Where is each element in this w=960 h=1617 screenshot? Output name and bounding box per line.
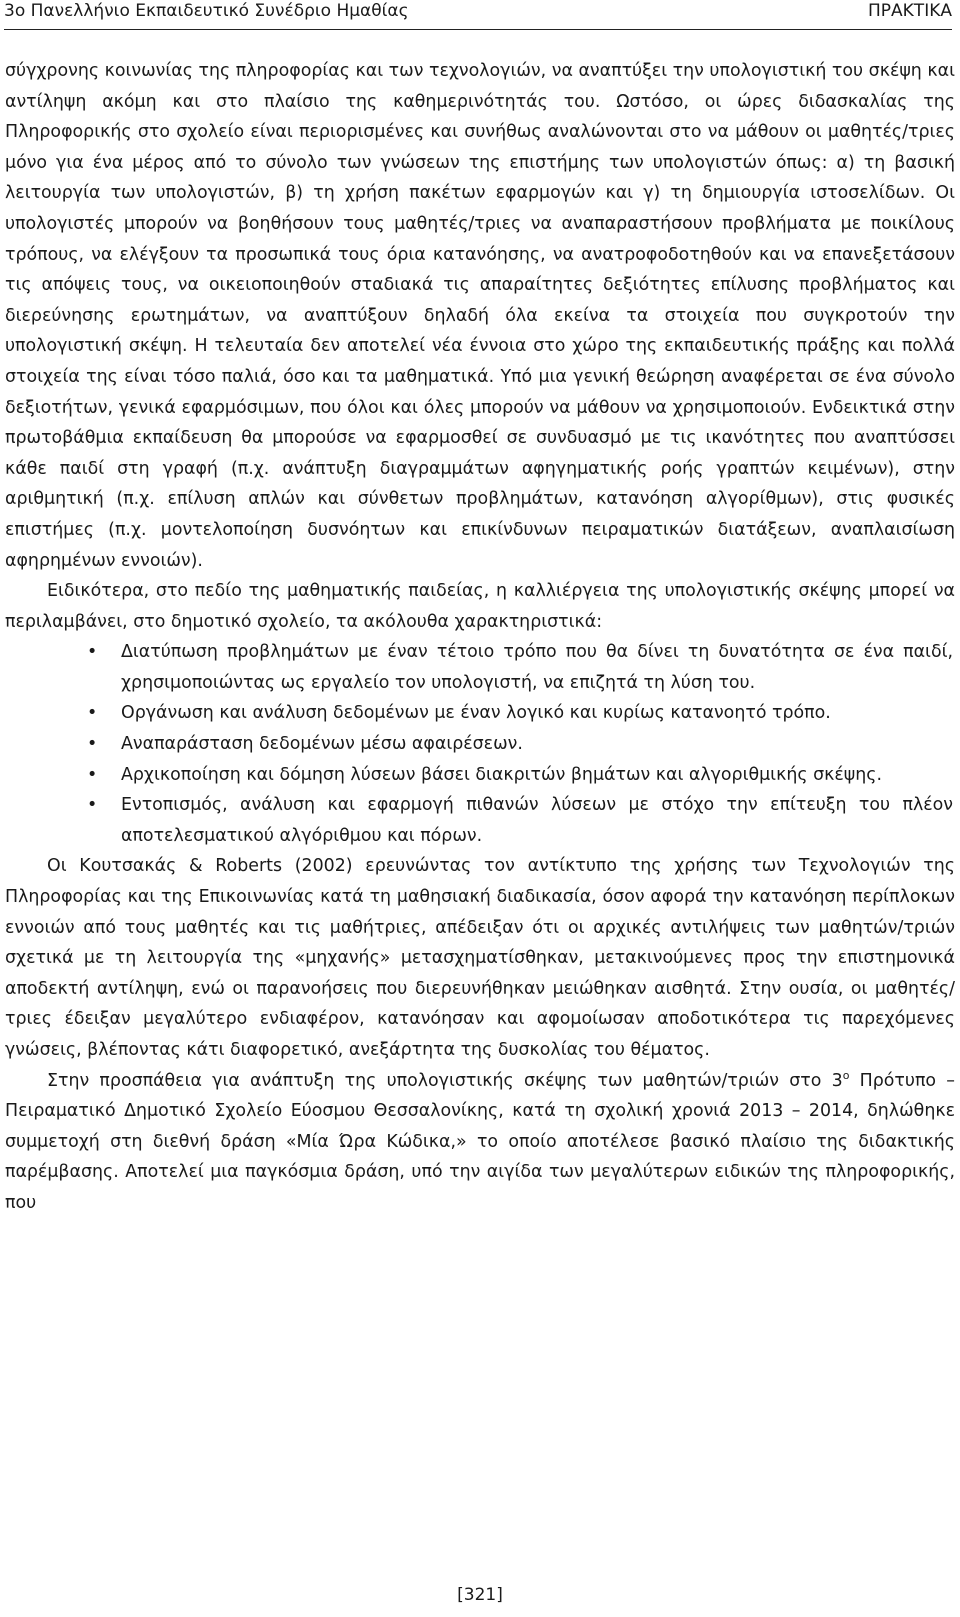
list-item: • Οργάνωση και ανάλυση δεδομένων με έναν λογικό και κυρίως κατανοητό τρόπο. — [121, 698, 953, 729]
paragraph-hour-of-code — [5, 1066, 955, 1219]
conference-title: 3ο Πανελλήνιο Εκπαιδευτικό Συνέδριο Ημαθίας — [4, 1, 409, 21]
paragraph-math-education: Ειδικότερα, στο πεδίο της μαθηματικής παιδείας, η καλλιέργεια της υπολογιστικής σκέψης μπορεί να περιλαμβάνει, στο δημοτικό σχολείο, τα ακόλουθα χαρακτηριστικά: — [5, 581, 955, 632]
paragraph-computational-thinking: σύγχρονης κοινωνίας της πληροφορίας και των τεχνολογιών, να αναπτύξει την υπολογιστική του σκέψη και αντίληψη ακόμη και στο πλαίσιο της καθημερινότητάς του. Ωστόσο, οι ώρες διδασκαλίας της Πληροφορικής στο σχολείο είναι περιορισμένες και συνήθως αναλώνονται στο να μάθουν οι μαθητές/τριες μόνο για ένα μέρος από το σύνολο των γνώσεων της επιστήμης των υπολογιστών όπως: α) τη βασική λειτουργία των υπολογιστών, β) τη χρήση πακέτων εφαρμογών και γ) τη δημιουργία ιστοσελίδων. Οι υπολογιστές μπορούν να βοηθήσουν τους μαθητές/τριες να αναπαραστήσουν προβλήματα με ποικίλους τρόπους, να ελέγξουν τα προσωπικά τους όρια κατανόησης, να ανατροφοδοτηθούν και να επανεξετάσουν τις απόψεις τους, να οικειοποιηθούν σταδιακά τις απαραίτητες δεξιότητες επίλυσης προβλήματος και διερεύνησης ερωτημάτων, να αναπτύξουν δηλαδή όλα εκείνα τα στοιχεία που συγκροτούν την υπολογιστική σκέψη. Η τελευταία δεν αποτελεί νέα έννοια στο χώρο της εκπαιδευτικής πράξης και πολλά στοιχεία της είναι τόσο παλιά, όσο και τα μαθηματικά. Υπό μια γενική θεώρηση αναφέρεται σε ένα σύνολο δεξιοτήτων, γενικά εφαρμόσιμων, που όλοι και όλες μπορούν να μάθουν να χρησιμοποιούν. Ενδεικτικά στην πρωτοβάθμια εκπαίδευση θα μπορούσε να εφαρμοσθεί σε συνδυασμό με τις ικανότητες που αναπτύσσει κάθε παιδί στη γραφή (π.χ. ανάπτυξη διαγραμμάτων αφηγηματικής ροής γραπτών κειμένων), στην αριθμητική (π.χ. επίλυση απλών και σύνθετων προβλημάτων, κατανόηση αλγορίθμων), στις φυσικές επιστήμες (π.χ. μοντελοποίηση δυσνόητων και επικίνδυνων πειραματικών διατάξεων, αναπλαισίωση αφηρημένων εννοιών). — [5, 61, 955, 571]
paragraph-text-start: Στην προσπάθεια για ανάπτυξη της υπολογιστικής σκέψης των μαθητών/τριών στο 3 — [47, 1070, 843, 1091]
page-header — [0, 0, 960, 31]
list-item: • Εντοπισμός, ανάλυση και εφαρμογή πιθανών λύσεων με στόχο την επίτευξη του πλέον αποτελεσματικού αλγόριθμου και πόρων. — [121, 790, 953, 851]
document-body — [5, 56, 955, 1219]
page-number: [321] — [457, 1585, 503, 1605]
characteristics-list — [5, 637, 955, 851]
paragraph-koutsakas-roberts: Οι Κουτσακάς & Roberts (2002) ερευνώντας τον αντίκτυπο της χρήσης των Τεχνολογιών της Πληροφορίας και της Επικοινωνίας κατά τη μαθησιακή διαδικασία, όσον αφορά την κατανόηση περίπλοκων εννοιών από τους μαθητές και τις μαθήτριες, απέδειξαν ότι οι αρχικές αντιλήψεις των μαθητών/τριών σχετικά με τη λειτουργία της «μηχανής» μετασχηματίσθηκαν, μετακινούμενες προς την επιστημονικά αποδεκτή αντίληψη, ενώ οι παρανοήσεις που διερευνήθηκαν μειώθηκαν αισθητά. Στην ουσία, οι μαθητές/τριες έδειξαν μεγαλύτερο ενδιαφέρον, κατανόησαν και αφομοίωσαν αποδοτικότερα τις παρεχόμενες γνώσεις, βλέποντας κάτι διαφορετικό, ανεξάρτητα της δυσκολίας του θέματος. — [5, 856, 955, 1060]
proceedings-label: ΠΡΑΚΤΙΚΑ — [868, 1, 952, 21]
list-item: • Αρχικοποίηση και δόμηση λύσεων βάσει διακριτών βημάτων και αλγοριθμικής σκέψης. — [121, 760, 953, 791]
ordinal-superscript: ο — [842, 1068, 850, 1082]
paragraph-text-end: Πρότυπο – Πειραματικό Δημοτικό Σχολείο Εύοσμου Θεσσαλονίκης, κατά τη σχολική χρονιά 2013 – 2014, δηλώθηκε συμμετοχή στη διεθνή δράση «Μία Ώρα Κώδικα,» το οποίο αποτέλεσε βασικό πλαίσιο της διδακτικής παρέμβασης. Αποτελεί μια παγκόσμια δράση, υπό την αιγίδα των μεγαλύτερων ειδικών της πληροφορικής, που — [5, 1070, 955, 1213]
header-divider — [4, 29, 952, 30]
list-item: • Διατύπωση προβλημάτων με έναν τέτοιο τρόπο που θα δίνει τη δυνατότητα σε ένα παιδί, χρησιμοποιώντας ως εργαλείο τον υπολογιστή, να επιζητά τη λύση του. — [121, 637, 953, 698]
list-item: • Αναπαράσταση δεδομένων μέσω αφαιρέσεων. — [121, 729, 953, 760]
